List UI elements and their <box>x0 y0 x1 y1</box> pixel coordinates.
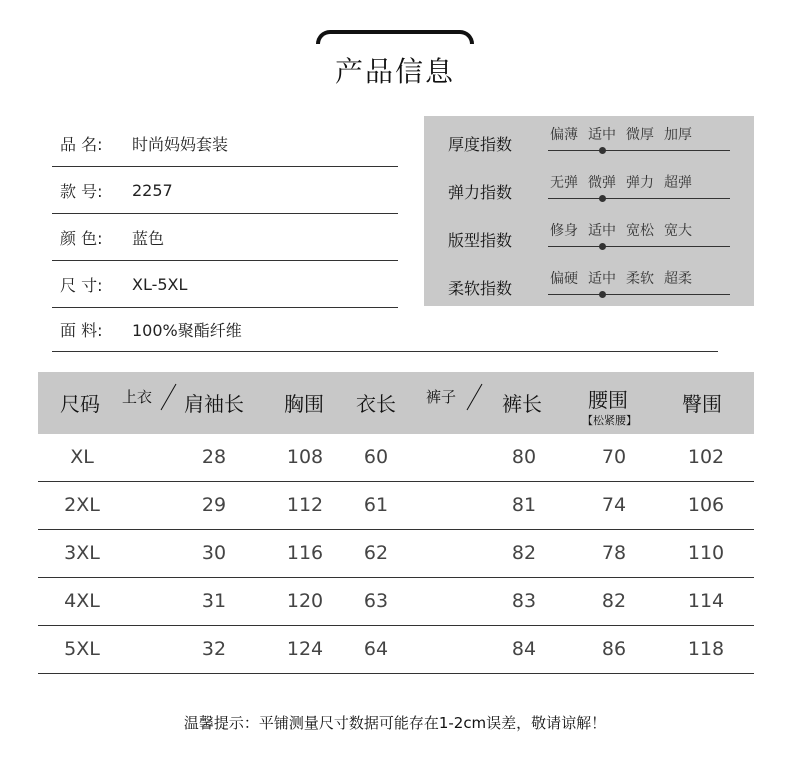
header-size: 尺码 <box>60 392 100 416</box>
header-chest: 胸围 <box>284 392 324 416</box>
header-divider-slash <box>467 384 483 410</box>
index-options <box>550 124 702 144</box>
cell-chest: 112 <box>286 494 324 516</box>
index-scale-line <box>548 246 730 247</box>
table-row <box>38 578 754 626</box>
index-option: 超弹 <box>664 175 692 191</box>
cell-size: 2XL <box>64 494 100 516</box>
index-option: 修身 <box>550 223 578 239</box>
cell-size: 3XL <box>64 542 100 564</box>
index-option: 无弹 <box>550 175 578 191</box>
index-options <box>550 268 702 288</box>
cell-shoulder-sleeve: 32 <box>201 638 227 660</box>
cell-size: 4XL <box>64 590 100 612</box>
index-marker <box>599 291 606 298</box>
cell-size: XL <box>70 446 94 468</box>
index-row-thickness <box>424 118 754 166</box>
table-row <box>38 434 754 482</box>
table-row <box>38 626 754 674</box>
info-row-fabric <box>52 308 718 352</box>
index-option: 适中 <box>588 127 616 143</box>
cell-shoulder-sleeve: 28 <box>201 446 227 468</box>
info-row-color <box>52 214 398 261</box>
index-name: 版型指数 <box>448 231 513 250</box>
index-option: 微弹 <box>588 175 616 191</box>
cell-hip: 102 <box>687 446 725 468</box>
index-scale-line <box>548 294 730 295</box>
index-row-softness <box>424 262 754 310</box>
cell-pants-length: 81 <box>511 494 537 516</box>
cell-chest: 108 <box>286 446 324 468</box>
header-pants-length: 裤长 <box>502 392 542 416</box>
cell-waist: 78 <box>601 542 627 564</box>
index-name: 柔软指数 <box>448 279 513 298</box>
index-row-fit <box>424 214 754 262</box>
index-name: 厚度指数 <box>448 135 513 154</box>
index-row-elasticity <box>424 166 754 214</box>
info-row-name <box>52 120 398 167</box>
index-option: 适中 <box>588 223 616 239</box>
cell-pants-length: 82 <box>511 542 537 564</box>
index-option: 宽大 <box>664 223 692 239</box>
info-row-size <box>52 261 398 308</box>
index-name: 弹力指数 <box>448 183 513 202</box>
header-length: 衣长 <box>356 392 396 416</box>
index-marker <box>599 147 606 154</box>
index-scale-line <box>548 198 730 199</box>
cell-hip: 114 <box>687 590 725 612</box>
index-option: 偏薄 <box>550 127 578 143</box>
info-value: 2257 <box>132 180 173 200</box>
index-options <box>550 220 702 240</box>
cell-pants-length: 84 <box>511 638 537 660</box>
index-option: 适中 <box>588 271 616 287</box>
info-label: 颜 色: <box>60 228 103 248</box>
cell-chest: 120 <box>286 590 324 612</box>
index-option: 微厚 <box>626 127 654 143</box>
header-top-group: 上衣 <box>122 388 153 406</box>
info-value: 蓝色 <box>132 228 165 248</box>
cell-hip: 118 <box>687 638 725 660</box>
title-section <box>0 0 790 100</box>
cell-chest: 124 <box>286 638 324 660</box>
header-shoulder-sleeve: 肩袖长 <box>184 392 244 416</box>
header-waist: 腰围 <box>588 388 628 412</box>
index-marker <box>599 195 606 202</box>
index-options <box>550 172 702 192</box>
page-title: 产品信息 <box>334 55 455 88</box>
cell-size: 5XL <box>64 638 100 660</box>
cell-waist: 70 <box>601 446 627 468</box>
cell-shoulder-sleeve: 31 <box>201 590 227 612</box>
cell-length: 60 <box>363 446 389 468</box>
cell-shoulder-sleeve: 30 <box>201 542 227 564</box>
info-value: XL-5XL <box>132 274 188 294</box>
cell-chest: 116 <box>286 542 324 564</box>
cell-hip: 110 <box>687 542 725 564</box>
info-value: 100%聚酯纤维 <box>132 321 242 340</box>
index-option: 超柔 <box>664 271 692 287</box>
cell-waist: 86 <box>601 638 627 660</box>
index-scale-line <box>548 150 730 151</box>
index-option: 弹力 <box>626 175 654 191</box>
info-label: 面 料: <box>60 321 103 340</box>
table-row <box>38 482 754 530</box>
cell-waist: 74 <box>601 494 627 516</box>
index-option: 宽松 <box>626 223 654 239</box>
cell-hip: 106 <box>687 494 725 516</box>
index-option: 柔软 <box>626 271 654 287</box>
header-waist-note: 【松紧腰】 <box>582 414 637 427</box>
cell-length: 62 <box>363 542 389 564</box>
index-marker <box>599 243 606 250</box>
info-label: 尺 寸: <box>60 275 103 295</box>
header-hip: 臀围 <box>682 392 722 416</box>
cell-pants-length: 83 <box>511 590 537 612</box>
footer-note: 温馨提示：平铺测量尺寸数据可能存在1-2cm误差，敬请谅解！ <box>183 714 607 732</box>
info-row-style-number <box>52 167 398 214</box>
cell-length: 61 <box>363 494 389 516</box>
table-header <box>38 372 754 434</box>
cell-shoulder-sleeve: 29 <box>201 494 227 516</box>
cell-length: 64 <box>363 638 389 660</box>
table-row <box>38 530 754 578</box>
cell-waist: 82 <box>601 590 627 612</box>
info-label: 品 名: <box>60 134 103 154</box>
index-option: 偏硬 <box>550 271 578 287</box>
info-label: 款 号: <box>60 181 103 201</box>
index-panel <box>424 116 754 306</box>
cell-pants-length: 80 <box>511 446 537 468</box>
cell-length: 63 <box>363 590 389 612</box>
header-divider-slash <box>161 384 177 410</box>
index-option: 加厚 <box>664 127 692 143</box>
header-pants-group: 裤子 <box>426 388 457 406</box>
info-value: 时尚妈妈套装 <box>132 134 229 154</box>
